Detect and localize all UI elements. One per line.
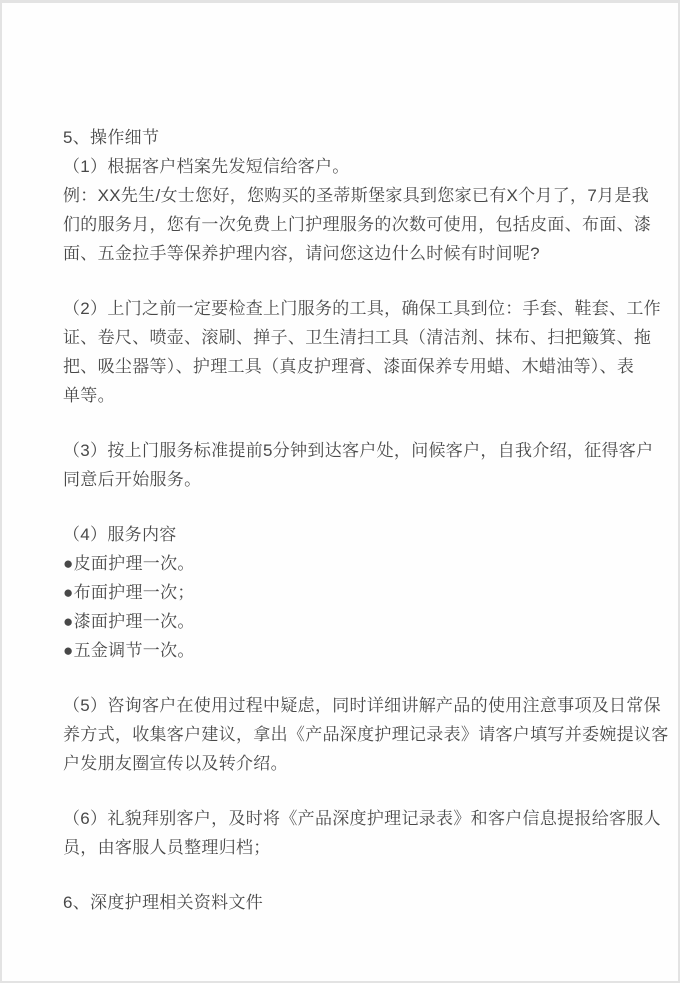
- text-line: 把、吸尘器等）、护理工具（真皮护理膏、漆面保养专用蜡、木蜡油等）、表: [63, 357, 635, 376]
- text-line: 们的服务月，您有一次免费上门护理服务的次数可使用，包括皮面、布面、漆: [63, 215, 652, 234]
- item-4-service-content: [63, 520, 617, 665]
- text-line: 例：XX先生/女士您好，您购买的圣蒂斯堡家具到您家已有X个月了，7月是我: [63, 186, 649, 205]
- text-line: ●漆面护理一次。: [63, 612, 195, 631]
- section-6-heading: [63, 888, 617, 917]
- item-1: [63, 152, 617, 181]
- item-1-example: [63, 181, 652, 268]
- text-line: 6、深度护理相关资料文件: [63, 893, 264, 912]
- text-line: ●五金调节一次。: [63, 641, 195, 660]
- text-line: 5、操作细节: [63, 128, 160, 147]
- item-2: [63, 294, 661, 410]
- text-line: 证、卷尺、喷壶、滚刷、掸子、卫生清扫工具（清洁剂、抹布、扫把簸箕、拖: [63, 328, 652, 347]
- item-3: [63, 436, 654, 494]
- text-line: （1）根据客户档案先发短信给客户。: [63, 157, 350, 176]
- section-5-heading: [63, 123, 617, 152]
- text-line: （3）按上门服务标准提前5分钟到达客户处，问候客户，自我介绍，征得客户: [63, 441, 654, 460]
- document-page: [2, 3, 678, 981]
- text-line: 单等。: [63, 386, 115, 405]
- text-line: 员，由客服人员整理归档；: [63, 838, 271, 857]
- text-line: （6）礼貌拜别客户，及时将《产品深度护理记录表》和客户信息提报给客服人: [63, 809, 661, 828]
- text-line: （2）上门之前一定要检查上门服务的工具，确保工具到位：手套、鞋套、工作: [63, 299, 661, 318]
- text-line: 面、五金拉手等保养护理内容，请问您这边什么时候有时间呢?: [63, 244, 540, 263]
- document-content: [2, 3, 678, 917]
- text-line: 户发朋友圈宣传以及转介绍。: [63, 754, 288, 773]
- text-line: （4）服务内容: [63, 525, 177, 544]
- item-6: [63, 804, 661, 862]
- text-line: ●皮面护理一次。: [63, 554, 195, 573]
- text-line: 养方式，收集客户建议，拿出《产品深度护理记录表》请客户填写并委婉提议客: [63, 725, 669, 744]
- text-line: 同意后开始服务。: [63, 470, 202, 489]
- text-line: ●布面护理一次；: [63, 583, 195, 602]
- item-5: [63, 691, 669, 778]
- text-line: （5）咨询客户在使用过程中疑虑，同时详细讲解产品的使用注意事项及日常保: [63, 696, 661, 715]
